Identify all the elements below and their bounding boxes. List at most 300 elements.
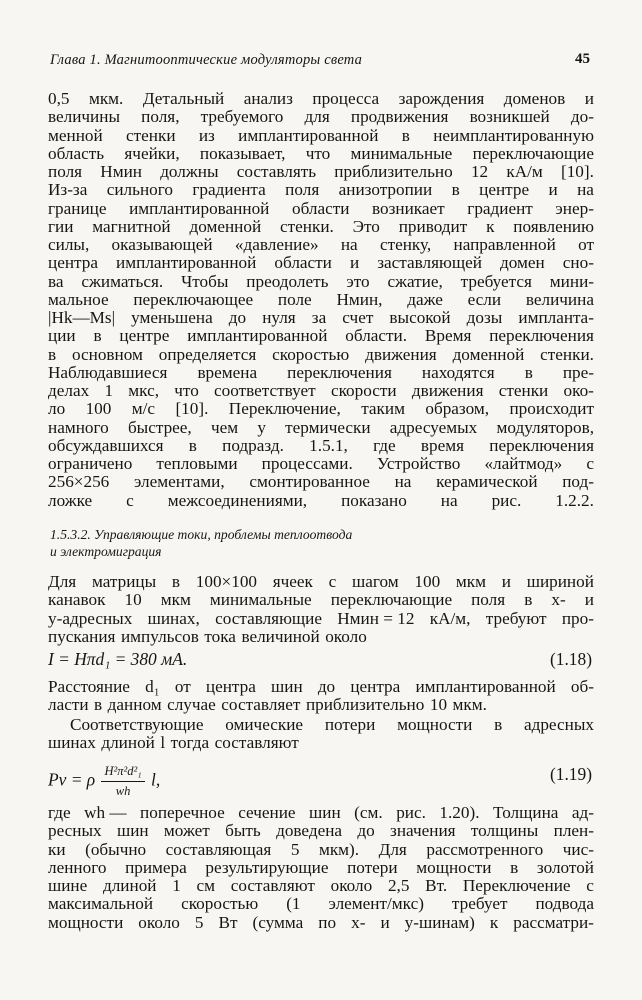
word: термически	[285, 417, 371, 437]
word: скоростью	[181, 894, 259, 914]
word: приблизительно	[305, 695, 425, 715]
word: требуют	[485, 608, 547, 628]
text-line	[48, 455, 594, 473]
word: из	[198, 125, 215, 145]
word: адресных	[523, 715, 594, 734]
word: межсоединениями,	[167, 490, 308, 510]
text-line	[48, 678, 594, 696]
word: Время	[424, 326, 472, 346]
word: результирующие	[205, 857, 329, 877]
text-line	[48, 309, 594, 327]
word: данном	[107, 695, 162, 715]
word: Вт	[218, 912, 238, 932]
word: 5	[290, 839, 300, 859]
equation-1-18	[48, 649, 594, 671]
word: энер-	[555, 198, 594, 218]
word: центре	[119, 326, 170, 346]
word: поля,	[141, 107, 180, 127]
equation-1-18-number: (1.18)	[549, 649, 592, 669]
word: доменной	[452, 344, 525, 364]
word: омические	[225, 715, 304, 734]
word: величиной	[241, 626, 320, 646]
word: требует	[451, 894, 508, 914]
text-line	[48, 859, 594, 877]
word: составляет	[221, 695, 301, 715]
word: кА/м	[506, 162, 543, 181]
text-line	[48, 90, 594, 108]
text-line	[48, 822, 594, 840]
word: движения	[411, 381, 484, 400]
word: если	[467, 289, 502, 309]
word: Переключение	[462, 876, 571, 895]
word: поля	[48, 162, 83, 181]
word: определяется	[158, 344, 257, 364]
word: переключения	[489, 326, 594, 346]
word: ячейки,	[124, 143, 180, 163]
paragraph-distance-d1	[48, 678, 594, 715]
word: в	[494, 715, 503, 734]
word: составляющие	[215, 608, 322, 628]
running-title: Глава 1. Магнитооптические модуляторы света	[50, 52, 363, 68]
word: под-	[562, 472, 594, 492]
word: «лайтмод»	[484, 454, 563, 473]
word: показано	[341, 490, 407, 510]
text-line	[48, 291, 594, 309]
word: x-	[551, 590, 566, 610]
word: появлению	[513, 216, 594, 236]
word: 1.2.2.	[555, 490, 594, 510]
word: гии	[48, 216, 74, 236]
word: около	[330, 876, 373, 895]
word: около	[325, 626, 367, 646]
word: в	[524, 362, 533, 382]
word: шагом	[352, 572, 399, 591]
text-line	[48, 218, 594, 236]
word: и	[548, 180, 558, 200]
equation-1-19-right: l,	[150, 769, 161, 790]
word: домен	[499, 253, 545, 273]
word: приводит	[398, 216, 468, 236]
word: где	[373, 435, 396, 455]
word: обсуждавшихся	[48, 435, 164, 455]
word: в	[93, 326, 102, 346]
word: переключающее	[133, 289, 254, 309]
word: (1	[286, 894, 301, 914]
word: значения	[390, 821, 456, 841]
text-line	[48, 473, 594, 491]
word: рассмотренного	[426, 839, 544, 859]
word: (сумма	[252, 912, 304, 932]
word: имплантированной	[187, 326, 328, 346]
word: быстрее,	[127, 417, 192, 437]
word: у	[257, 417, 266, 437]
word: максимальной	[48, 894, 154, 914]
word: в	[401, 125, 410, 145]
word: в	[94, 695, 103, 715]
word: длиной	[101, 733, 155, 753]
word: ложке	[48, 490, 93, 510]
word: переключающие	[472, 143, 594, 163]
word: примера	[125, 857, 187, 877]
text-line	[48, 437, 594, 455]
word: центра	[205, 677, 256, 696]
word: процессами.	[261, 454, 353, 473]
word: подвода	[535, 894, 594, 914]
word: от	[578, 235, 594, 254]
text-line	[48, 696, 594, 714]
word: 1	[172, 876, 181, 895]
word: 0,5	[48, 89, 70, 108]
word: градиента	[192, 180, 266, 200]
word: возникшей	[469, 107, 550, 127]
word: 1.20).	[439, 803, 480, 822]
section-heading	[50, 526, 590, 560]
word: мощности	[48, 912, 124, 932]
word: (см.	[354, 803, 383, 822]
word: в	[48, 344, 57, 364]
text-line	[48, 145, 594, 163]
word: ресных	[48, 821, 102, 841]
word: матрицы	[91, 572, 157, 591]
word: и	[349, 253, 360, 273]
word: доменной	[189, 216, 262, 236]
text-line	[48, 804, 594, 822]
word: 10	[429, 695, 448, 715]
word: Детальный	[142, 89, 225, 108]
word: направленной	[453, 235, 556, 254]
word: величины	[48, 107, 121, 127]
word: поперечное	[140, 803, 225, 822]
word: силы,	[48, 235, 90, 254]
text-line	[48, 610, 594, 628]
word: шинах	[48, 733, 96, 753]
word: за	[311, 308, 327, 327]
text-line	[48, 841, 594, 859]
word: Наблюдавшиеся	[48, 362, 168, 382]
paragraph-ohmic-losses	[48, 716, 594, 753]
word: wh —	[84, 803, 127, 822]
word: до	[317, 677, 336, 696]
word: ки	[48, 839, 66, 859]
word: скоростью	[272, 344, 350, 364]
word: l	[160, 733, 166, 753]
word: составлять	[236, 162, 317, 181]
word: намного	[48, 417, 109, 437]
word: пускания	[48, 626, 116, 646]
word: в	[188, 435, 197, 455]
word: смонтированное	[249, 472, 370, 492]
word: стенки	[126, 125, 176, 145]
word: движения	[365, 344, 437, 364]
word: делах	[48, 381, 90, 400]
word: подразд.	[222, 435, 284, 455]
word: импульсов	[120, 626, 199, 646]
text-line	[48, 181, 594, 199]
word: мощности	[397, 715, 473, 734]
text-line	[48, 346, 594, 364]
word: [10].	[175, 399, 209, 419]
word: рис.	[491, 490, 522, 510]
word: оказывающей	[111, 235, 213, 254]
word: области.	[345, 326, 408, 346]
word: адресуемых	[389, 417, 478, 437]
word: мини-	[549, 271, 594, 291]
word: 2,5	[387, 876, 410, 895]
word: потери	[347, 857, 398, 877]
word: см	[196, 876, 216, 895]
word: шинах,	[147, 608, 200, 628]
word: Переключение,	[228, 399, 341, 419]
word: Для	[48, 572, 77, 591]
word: длиной	[102, 876, 157, 895]
word: y-адресных	[48, 608, 133, 628]
word: Для	[378, 839, 407, 859]
word: |Hk—Ms|	[48, 308, 116, 327]
text-line	[48, 273, 594, 291]
word: требуемого	[200, 107, 284, 127]
word: приблизительно	[334, 162, 453, 181]
word: золотой	[536, 857, 594, 877]
word: что	[305, 143, 331, 163]
word: анизотропии	[338, 180, 433, 200]
word: продвижения	[350, 107, 449, 127]
word: на	[394, 472, 412, 492]
word: чем	[210, 417, 239, 437]
word: высокой	[389, 308, 451, 327]
word: переключающие	[330, 590, 453, 610]
word: плен-	[553, 821, 594, 841]
word: находятся	[421, 362, 495, 382]
text-line	[48, 382, 594, 400]
word: [10].	[560, 162, 594, 181]
word: границе	[48, 198, 107, 218]
word: м/с	[131, 399, 156, 419]
equation-1-19	[48, 753, 594, 798]
word: анализ	[243, 89, 293, 108]
text-line	[48, 108, 594, 126]
text-line	[48, 419, 594, 437]
word: Hмин	[100, 162, 142, 181]
word: (обычно	[85, 839, 147, 859]
word: зарождения	[398, 89, 485, 108]
word: ласти	[48, 695, 89, 715]
word: Чтобы	[181, 271, 229, 291]
paragraph-domain-switching	[48, 90, 594, 510]
word: стенки	[498, 381, 549, 400]
word: области	[274, 253, 332, 273]
text-line	[48, 127, 594, 145]
text-line	[48, 895, 594, 913]
word: элементами,	[133, 472, 225, 492]
equation-1-19-number: (1.19)	[549, 764, 592, 784]
word: в	[510, 857, 519, 877]
word: ции	[48, 326, 76, 346]
word: и	[501, 572, 511, 591]
word: око-	[563, 381, 594, 400]
word: минимальные	[209, 590, 312, 610]
word: ва	[48, 271, 64, 291]
equation-1-19-numerator: H²π²d²₁	[101, 764, 144, 782]
word: тока	[204, 626, 236, 646]
word: и	[380, 912, 390, 932]
word: y-шинам)	[404, 912, 475, 932]
word: потери	[324, 715, 376, 734]
word: по	[318, 912, 337, 932]
word: составляют	[214, 733, 299, 753]
text-line	[48, 914, 594, 932]
word: в	[524, 590, 533, 610]
equation-1-19-left: Pv = ρ	[48, 769, 96, 790]
word: неимплантированную	[433, 125, 594, 145]
word: шириной	[526, 572, 594, 591]
word: рассматри-	[513, 912, 594, 932]
word: сильного	[106, 180, 173, 200]
word: чис-	[562, 839, 594, 859]
text-line	[48, 364, 594, 382]
word: и	[584, 590, 594, 610]
word: керамической	[436, 472, 538, 492]
word: может	[163, 821, 210, 841]
word: скорости	[330, 381, 397, 400]
word: мкм.	[452, 695, 487, 715]
word: центре	[479, 180, 530, 200]
equation-1-19-fraction	[101, 764, 144, 799]
word: поле	[277, 289, 312, 309]
word: быть	[225, 821, 261, 841]
section-heading-line-2: и электромиграция	[50, 544, 162, 559]
word: преодолеть	[246, 271, 329, 291]
text-line	[48, 236, 594, 254]
word: 100	[85, 399, 112, 419]
section-heading-line-1: 1.5.3.2. Управляющие токи, проблемы теплоотвода	[50, 527, 353, 542]
word: 1.5.1,	[309, 435, 348, 455]
word: переключения	[489, 435, 594, 455]
page-header	[50, 46, 590, 76]
word: стенку,	[379, 235, 432, 254]
word: на	[340, 235, 358, 254]
word: ленного	[48, 857, 107, 877]
word: даже	[407, 289, 443, 309]
word: центра	[48, 253, 98, 273]
word: время	[420, 435, 465, 455]
word: до-	[570, 107, 594, 127]
word: показывает,	[199, 143, 286, 163]
word: модуляторов,	[496, 417, 594, 437]
word: и	[584, 89, 594, 108]
text-line	[48, 628, 594, 646]
word: шин	[116, 821, 149, 841]
equation-1-19-denominator: wh	[115, 784, 131, 798]
word: шин	[309, 803, 341, 822]
word: имплантированной	[415, 677, 556, 696]
word: таким	[361, 399, 405, 419]
word: 5	[194, 912, 204, 932]
word: мкм	[455, 572, 487, 591]
word: шин	[271, 677, 303, 696]
word: центра	[350, 677, 401, 696]
word: 10	[124, 590, 142, 610]
word: уменьшена	[131, 308, 213, 327]
paragraph-matrix-currents	[48, 573, 594, 646]
word: составляют	[230, 876, 315, 895]
word: основном	[71, 344, 143, 364]
word: магнитной	[92, 216, 171, 236]
word: канавок	[48, 590, 106, 610]
word: минимальные	[350, 143, 453, 163]
word: x-	[351, 912, 366, 932]
word: Расстояние	[48, 677, 130, 696]
word: образом,	[425, 399, 490, 419]
word: в	[171, 572, 181, 591]
word: ограничено	[48, 454, 133, 473]
word: тогда	[170, 733, 210, 753]
word: имплантa-	[518, 308, 594, 327]
text-line	[48, 716, 594, 734]
word: составляющая	[165, 839, 272, 859]
word: около	[138, 912, 180, 932]
word: Hмин,	[336, 289, 383, 309]
word: области	[291, 198, 350, 218]
text-line	[48, 327, 594, 345]
word: до	[357, 821, 375, 841]
word: для	[304, 107, 330, 127]
word: толщины	[470, 821, 539, 841]
word: к	[486, 216, 495, 236]
word: где	[48, 803, 71, 822]
word: мкм	[160, 590, 191, 610]
word: 100	[414, 572, 441, 591]
word: мкм).	[318, 839, 360, 859]
word: доменов	[503, 89, 566, 108]
word: Толщина	[492, 803, 559, 822]
word: времена	[197, 362, 258, 382]
word: шине	[48, 876, 88, 895]
word: с	[126, 490, 134, 510]
word: доведена	[276, 821, 343, 841]
word: кА/м,	[429, 608, 471, 628]
word: происходит	[509, 399, 594, 419]
word: величина	[525, 289, 594, 309]
text-line	[48, 163, 594, 181]
word: сно-	[562, 253, 594, 273]
word: имплантированной	[129, 198, 270, 218]
word: ад-	[571, 803, 594, 822]
word: имплантированной	[116, 253, 257, 273]
word: 1	[104, 381, 114, 400]
word: мкс,	[128, 381, 160, 400]
word: поля	[285, 180, 320, 200]
word: пре-	[562, 362, 594, 382]
word: мощности	[416, 857, 492, 877]
text-line	[48, 254, 594, 272]
word: это	[346, 271, 370, 291]
word: 256×256	[48, 472, 110, 492]
word: Hмин = 12	[337, 608, 415, 628]
word: случае	[167, 695, 216, 715]
word: счет	[342, 308, 374, 327]
word: градиент	[467, 198, 533, 218]
word: мкм.	[88, 89, 124, 108]
word: от	[174, 677, 191, 696]
word: сечение	[238, 803, 296, 822]
word: должны	[160, 162, 219, 181]
word: мальное	[48, 289, 109, 309]
word: процесса	[312, 89, 380, 108]
word: про-	[561, 608, 594, 628]
word: тепловыми	[156, 454, 238, 473]
word: к	[489, 912, 499, 932]
word: ячеек	[272, 572, 313, 591]
